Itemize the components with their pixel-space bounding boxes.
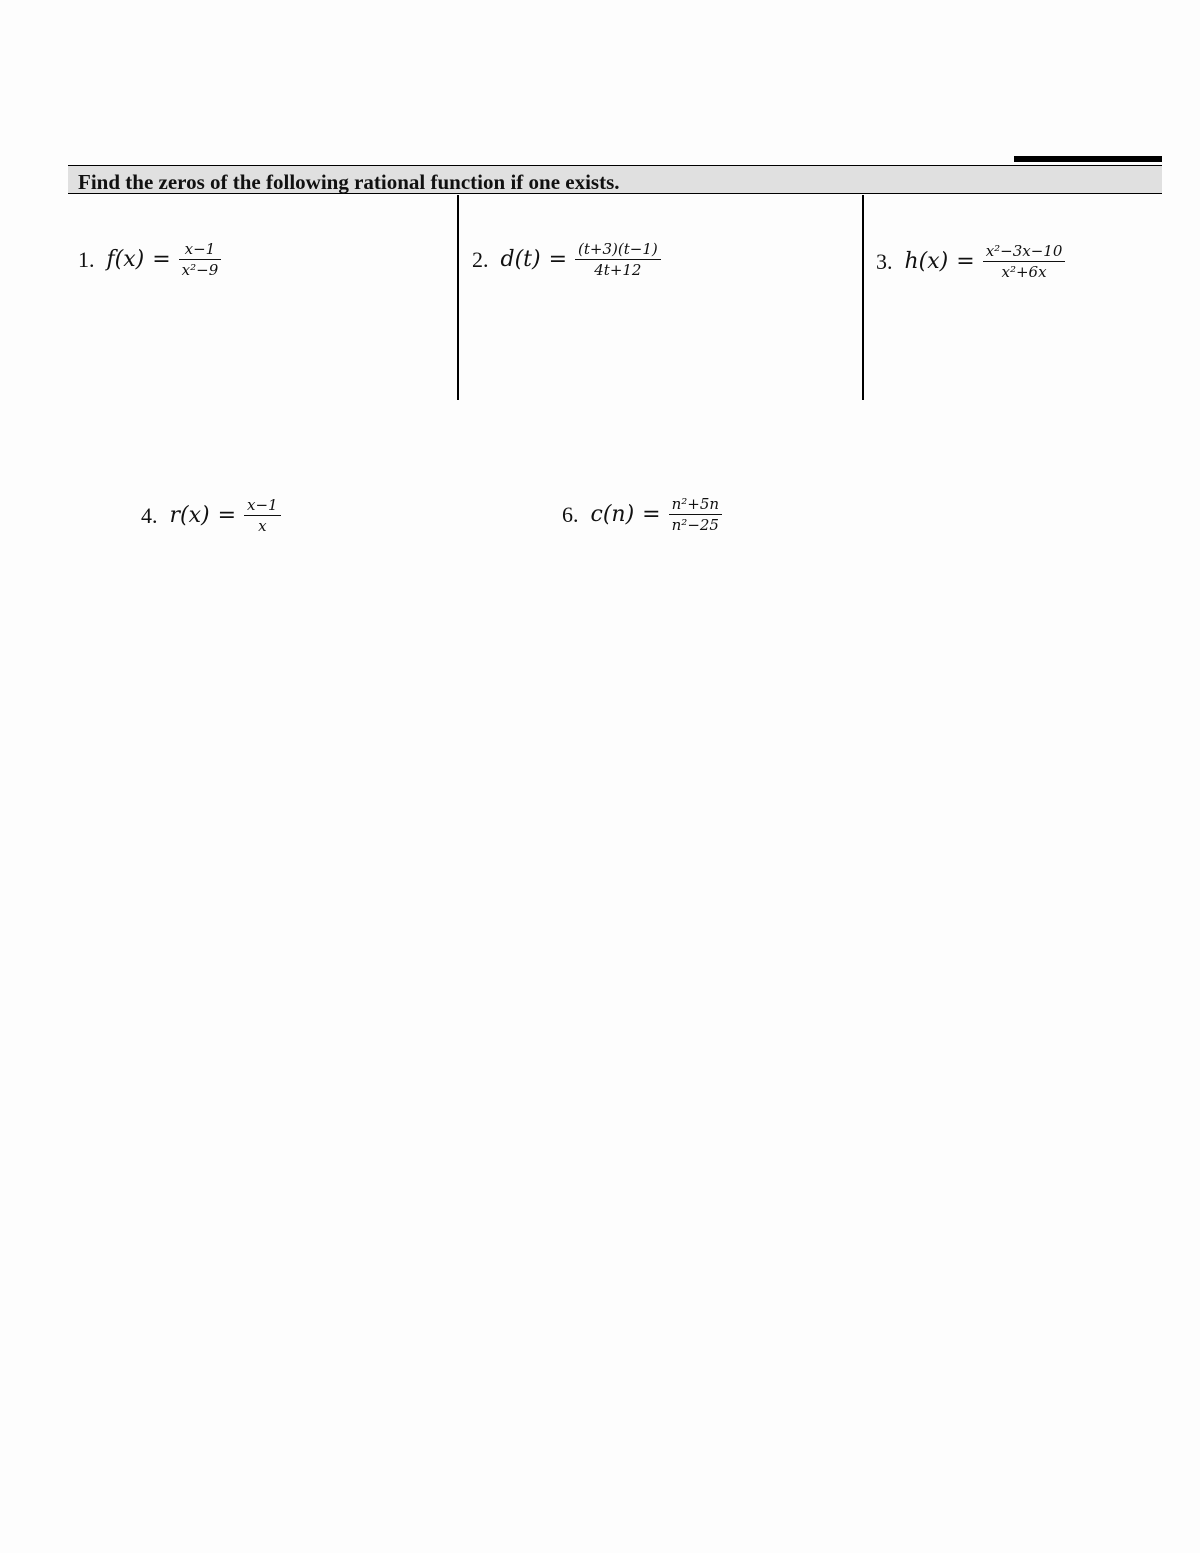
top-rule bbox=[1014, 156, 1162, 162]
function-name: h(x) bbox=[904, 249, 949, 275]
equals-sign: = bbox=[217, 503, 237, 529]
equals-sign: = bbox=[642, 502, 661, 528]
fraction bbox=[983, 242, 1066, 281]
denominator: 4t+12 bbox=[594, 261, 642, 280]
numerator: n²+5n bbox=[671, 495, 720, 513]
fraction bbox=[244, 496, 281, 535]
column-divider-2 bbox=[862, 195, 864, 400]
numerator: x²−3x−10 bbox=[985, 242, 1063, 260]
problem-number: 4. bbox=[141, 502, 158, 528]
problem-1 bbox=[78, 240, 221, 279]
numerator: (t+3)(t−1) bbox=[578, 240, 658, 258]
fraction-bar bbox=[669, 514, 722, 515]
equals-sign: = bbox=[152, 247, 171, 273]
denominator: x²−9 bbox=[181, 261, 219, 280]
problem-number: 1. bbox=[78, 246, 95, 272]
function-name: r(x) bbox=[169, 503, 210, 529]
function-name: d(t) bbox=[500, 247, 541, 273]
instruction-text: Find the zeros of the following rational function if one exists. bbox=[78, 170, 620, 194]
fraction-bar bbox=[575, 259, 661, 260]
instruction-header bbox=[68, 165, 1162, 194]
fraction-bar bbox=[983, 261, 1066, 262]
denominator: n²−25 bbox=[671, 516, 719, 535]
problem-6 bbox=[562, 495, 722, 534]
fraction bbox=[179, 240, 222, 279]
equals-sign: = bbox=[956, 249, 975, 275]
problem-3 bbox=[876, 242, 1065, 281]
equals-sign: = bbox=[548, 247, 568, 273]
fraction-bar bbox=[179, 259, 222, 260]
problem-4 bbox=[141, 496, 281, 535]
fraction bbox=[669, 495, 722, 534]
column-divider-1 bbox=[457, 195, 459, 400]
fraction-bar bbox=[244, 515, 281, 516]
function-name: f(x) bbox=[106, 247, 145, 273]
numerator: x−1 bbox=[184, 240, 216, 258]
denominator: x bbox=[258, 517, 267, 536]
function-name: c(n) bbox=[590, 502, 635, 528]
denominator: x²+6x bbox=[1001, 263, 1047, 282]
problem-number: 3. bbox=[876, 248, 893, 274]
fraction bbox=[575, 240, 661, 279]
numerator: x−1 bbox=[247, 496, 278, 514]
problem-number: 6. bbox=[562, 501, 579, 527]
problem-2 bbox=[472, 240, 661, 279]
problem-number: 2. bbox=[472, 246, 489, 272]
